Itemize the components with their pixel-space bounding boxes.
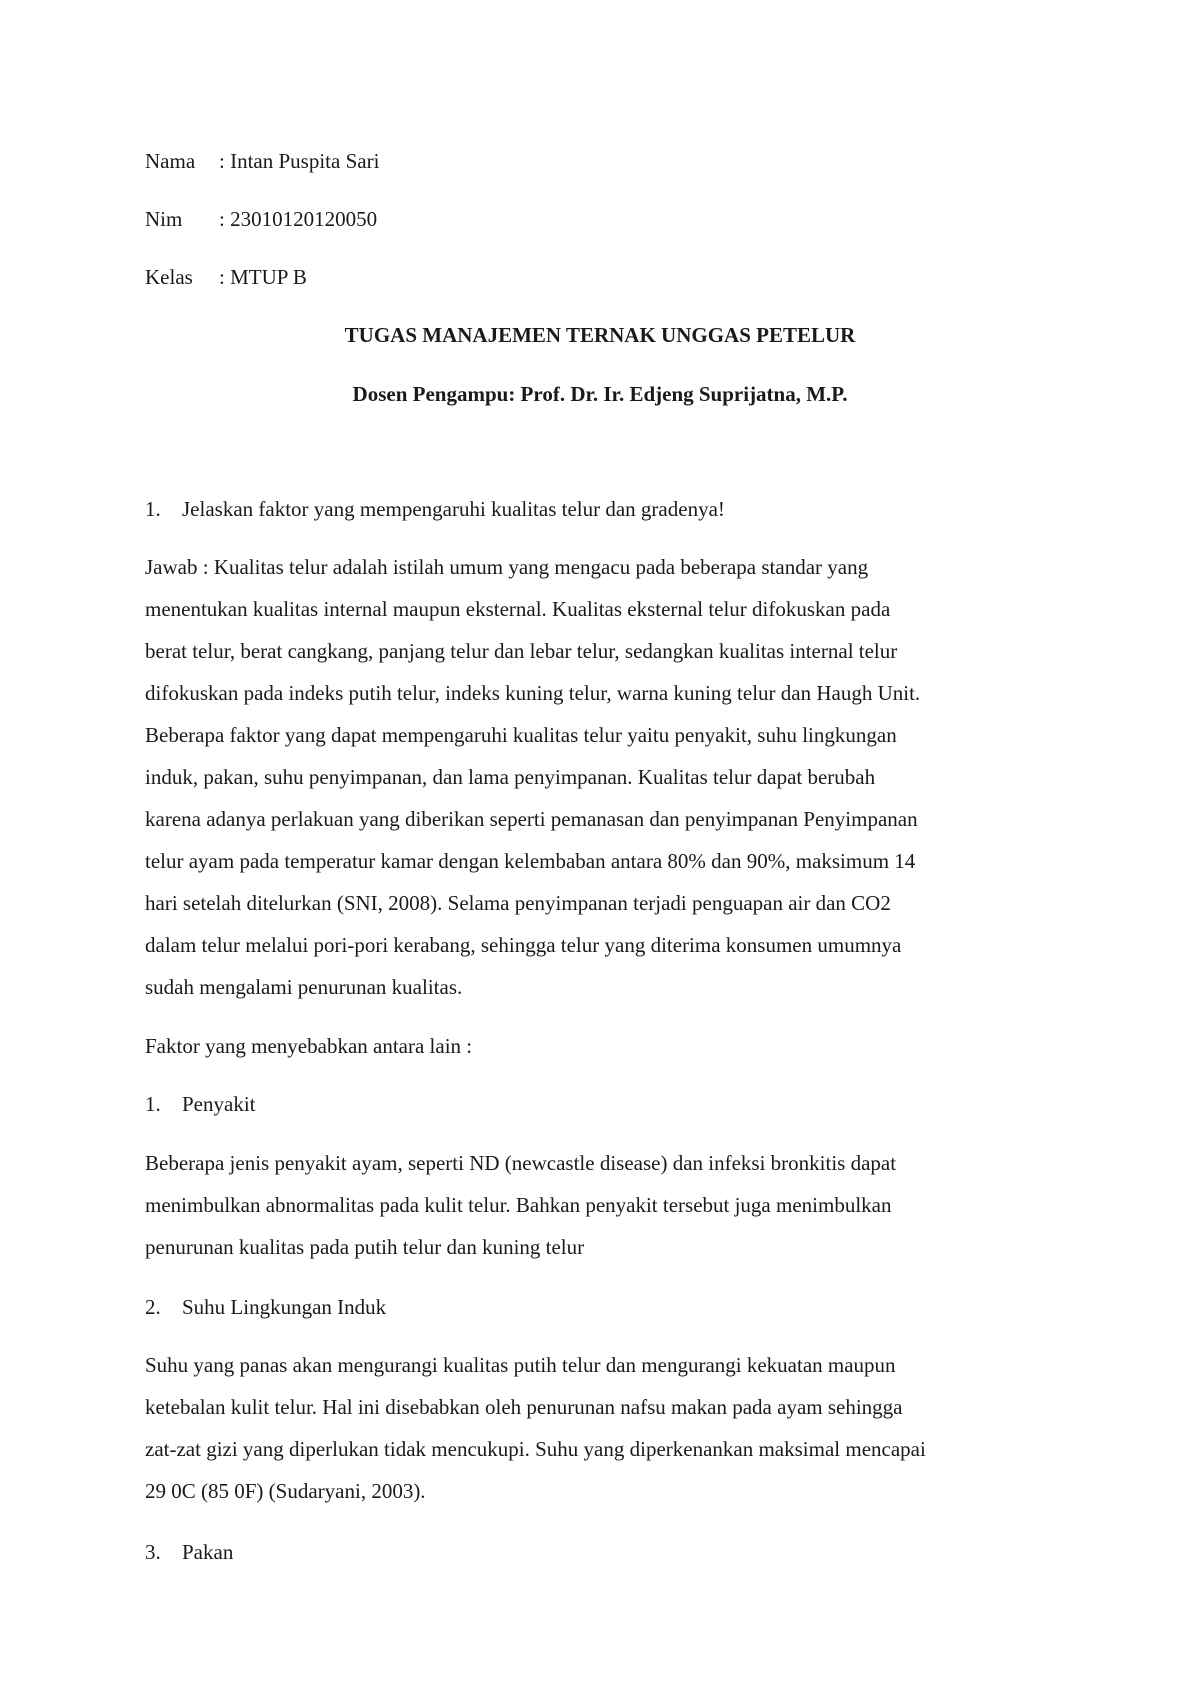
answer-line: telur ayam pada temperatur kamar dengan kelembaban antara 80% dan 90%, maksimum 14 [145, 849, 916, 873]
factor-1-line: Beberapa jenis penyakit ayam, seperti ND (newcastle disease) dan infeksi bronkitis dapat [145, 1151, 897, 1175]
question-1 [145, 496, 725, 522]
lecturer-line: Dosen Pengampu: Prof. Dr. Ir. Edjeng Suprijatna, M.P. [352, 382, 848, 406]
factor-1-line: penurunan kualitas pada putih telur dan kuning telur [145, 1235, 585, 1259]
nim-value: : 23010120120050 [219, 207, 378, 231]
class-row [145, 264, 307, 290]
answer-paragraph [145, 554, 1065, 1016]
answer-line: induk, pakan, suhu penyimpanan, dan lama penyimpanan. Kualitas telur dapat berubah [145, 765, 876, 789]
factor-2-line: Suhu yang panas akan mengurangi kualitas putih telur dan mengurangi kekuatan maupun [145, 1353, 896, 1377]
factor-2-line: 29 0C (85 0F) (Sudaryani, 2003). [145, 1479, 426, 1503]
factor-2-line: zat-zat gizi yang diperlukan tidak mencukupi. Suhu yang diperkenankan maksimal mencapai [145, 1437, 926, 1461]
answer-line: difokuskan pada indeks putih telur, indeks kuning telur, warna kuning telur dan Haugh Unit. [145, 681, 921, 705]
answer-line: sudah mengalami penurunan kualitas. [145, 975, 463, 999]
factor-1-paragraph [145, 1150, 1065, 1276]
answer-line: dalam telur melalui pori-pori kerabang, sehingga telur yang diterima konsumen umumnya [145, 933, 902, 957]
factor-1-line: menimbulkan abnormalitas pada kulit telur. Bahkan penyakit tersebut juga menimbulkan [145, 1193, 892, 1217]
factor-2-title: Suhu Lingkungan Induk [182, 1295, 387, 1319]
factor-1-title: Penyakit [182, 1092, 256, 1116]
question-text: Jelaskan faktor yang mempengaruhi kualitas telur dan gradenya! [182, 497, 725, 521]
factor-3-title: Pakan [182, 1540, 234, 1564]
nim-label: Nim [145, 207, 183, 231]
answer-line: Jawab : Kualitas telur adalah istilah umum yang mengacu pada beberapa standar yang [145, 555, 869, 579]
answer-line: hari setelah ditelurkan (SNI, 2008). Selama penyimpanan terjadi penguapan air dan CO2 [145, 891, 891, 915]
factor-1-number: 1. [145, 1092, 161, 1116]
class-value: : MTUP B [219, 265, 307, 289]
factor-2-line: ketebalan kulit telur. Hal ini disebabkan oleh penurunan nafsu makan pada ayam sehingga [145, 1395, 903, 1419]
nim-row [145, 206, 377, 232]
name-label: Nama [145, 149, 196, 173]
factor-1-heading [145, 1091, 256, 1117]
factor-3-heading [145, 1539, 233, 1565]
factors-intro: Faktor yang menyebabkan antara lain : [145, 1034, 473, 1058]
name-row [145, 148, 379, 174]
factor-2-paragraph [145, 1352, 1065, 1520]
answer-line: berat telur, berat cangkang, panjang telur dan lebar telur, sedangkan kualitas internal telur [145, 639, 898, 663]
name-value: : Intan Puspita Sari [219, 149, 380, 173]
document-title: TUGAS MANAJEMEN TERNAK UNGGAS PETELUR [344, 323, 856, 347]
answer-line: Beberapa faktor yang dapat mempengaruhi kualitas telur yaitu penyakit, suhu lingkungan [145, 723, 897, 747]
answer-line: karena adanya perlakuan yang diberikan seperti pemanasan dan penyimpanan Penyimpanan [145, 807, 918, 831]
factor-2-heading [145, 1294, 386, 1320]
answer-line: menentukan kualitas internal maupun eksternal. Kualitas eksternal telur difokuskan pada [145, 597, 891, 621]
class-label: Kelas [145, 265, 193, 289]
factor-3-number: 3. [145, 1540, 161, 1564]
question-number: 1. [145, 497, 161, 521]
factor-2-number: 2. [145, 1295, 161, 1319]
